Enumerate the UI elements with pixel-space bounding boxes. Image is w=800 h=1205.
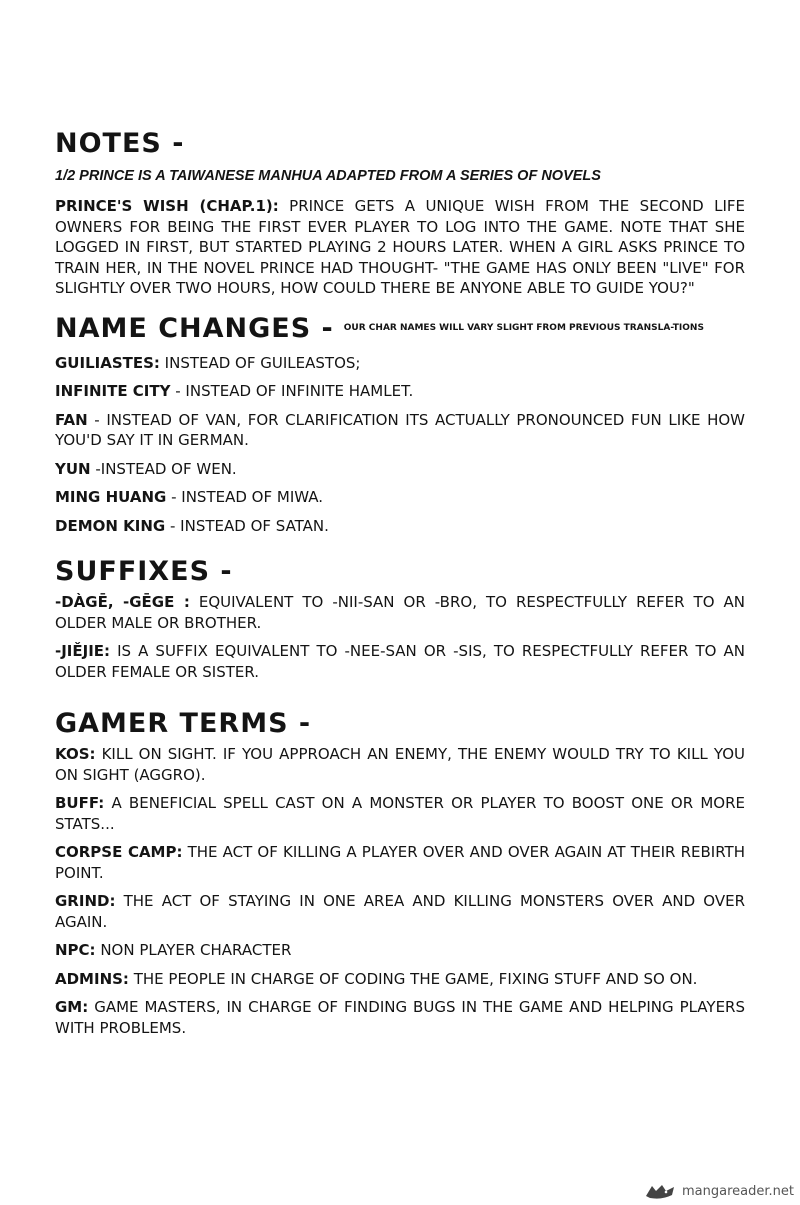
name-change-text: - INSTEAD OF MIWA. [166,488,324,506]
gamer-term: GM: [55,998,89,1016]
gamer-term: BUFF: [55,794,105,812]
name-change-item [55,516,745,537]
gamer-term-text: NON PLAYER CHARACTER [95,941,292,959]
gamer-term: KOS: [55,745,96,763]
name-change-term: GUILIASTES: [55,353,160,372]
name-change-term: INFINITE CITY [55,382,171,400]
gamer-term-item [55,940,745,961]
fox-head-icon [644,1182,678,1200]
gamer-term-item [55,842,745,883]
name-change-item [55,487,745,508]
gamer-term-item [55,997,745,1038]
gamer-term-item [55,891,745,932]
name-changes-header [55,313,745,345]
prince-wish-paragraph [55,196,745,299]
notes-content [55,128,745,1046]
name-change-text: INSTEAD OF GUILEASTOS; [159,353,361,372]
gamer-term-text: THE ACT OF KILLING A PLAYER OVER AND OVER AGAIN AT THEIR REBIRTH POINT. [55,843,745,882]
suffix-text: IS A SUFFIX EQUIVALENT TO -NEE-SAN OR -SIS, TO RESPECTFULLY REFER TO AN OLDER FEMALE OR SISTER. [55,642,745,681]
name-change-text: - INSTEAD OF VAN, FOR CLARIFICATION ITS ACTUALLY PRONOUNCED FUN LIKE HOW YOU'D SAY IT IN GERMAN. [55,410,745,449]
intro-bold: TAIWANESE [169,168,255,184]
gamer-term-text: GAME MASTERS, IN CHARGE OF FINDING BUGS IN THE GAME AND HELPING PLAYERS WITH PROBLEMS. [55,998,745,1037]
name-change-term: MING HUANG [55,488,167,506]
intro-post: MANHUA ADAPTED FROM A SERIES OF NOVELS [254,168,601,184]
gamer-term-text: THE ACT OF STAYING IN ONE AREA AND KILLING MONSTERS OVER AND OVER AGAIN. [55,892,745,931]
intro-pre: 1/2 PRINCE IS A [55,168,170,184]
name-change-term: FAN [55,410,88,429]
gamer-term: CORPSE CAMP: [55,843,183,861]
gamer-term-text: A BENEFICIAL SPELL CAST ON A MONSTER OR PLAYER TO BOOST ONE OR MORE STATS... [55,794,745,833]
suffix-term: -JIĚJIE: [55,642,111,660]
site-watermark[interactable] [644,1182,794,1200]
gamer-term: ADMINS: [55,969,129,988]
name-change-text: - INSTEAD OF INFINITE HAMLET. [170,382,414,400]
gamer-term-text: THE PEOPLE IN CHARGE OF CODING THE GAME, FIXING STUFF AND SO ON. [128,969,698,988]
prince-wish-term: PRINCE'S WISH (CHAP.1): [55,197,279,215]
gamer-term-item [55,744,745,785]
suffix-item [55,592,745,633]
name-change-item [55,459,745,480]
gamer-terms-heading: GAMER TERMS - [55,708,312,739]
watermark-text: mangareader.net [682,1183,794,1199]
name-changes-heading: NAME CHANGES - [55,312,334,344]
gamer-term-text: KILL ON SIGHT. IF YOU APPROACH AN ENEMY, THE ENEMY WOULD TRY TO KILL YOU ON SIGHT (AGGRO). [55,745,745,784]
name-change-item [55,381,745,402]
name-change-term: YUN [55,459,91,478]
notes-heading: NOTES - [55,128,185,159]
name-changes-note: OUR CHAR NAMES WILL VARY SLIGHT FROM PREVIOUS TRANSLA-TIONS [343,322,704,333]
suffix-item [55,641,745,682]
name-change-item [55,353,745,374]
intro-line [55,166,745,186]
suffix-text: EQUIVALENT TO -NII-SAN OR -BRO, TO RESPECTFULLY REFER TO AN OLDER MALE OR BROTHER. [55,593,746,632]
gamer-term-item [55,969,745,990]
name-change-text: - INSTEAD OF SATAN. [165,516,329,535]
name-change-text: -INSTEAD OF WEN. [90,459,237,478]
name-change-item [55,410,745,451]
prince-wish-text: PRINCE GETS A UNIQUE WISH FROM THE SECOND LIFE OWNERS FOR BEING THE FIRST EVER PLAYER TO LOG INTO THE GAME. NOTE THAT SHE LOGGED IN FIRST, BUT STARTED PLAYING 2 HOURS LATER. WHEN A GIRL ASKS PRINCE TO TRAIN HER, IN THE NOVEL PRINCE HAD THOUGHT- "THE GAME HAS ONLY BEEN "LIVE" FOR SLIGHTLY OVER TWO HOURS, HOW COULD THERE BE ANYONE ABLE TO GUIDE YOU?" [55,197,745,297]
gamer-term: GRIND: [55,892,116,910]
gamer-term: NPC: [55,941,96,959]
suffixes-heading: SUFFIXES - [55,556,233,587]
suffix-term: -DÀGĒ, -GĒGE : [55,593,190,611]
name-change-term: DEMON KING [55,516,166,535]
gamer-term-item [55,793,745,834]
